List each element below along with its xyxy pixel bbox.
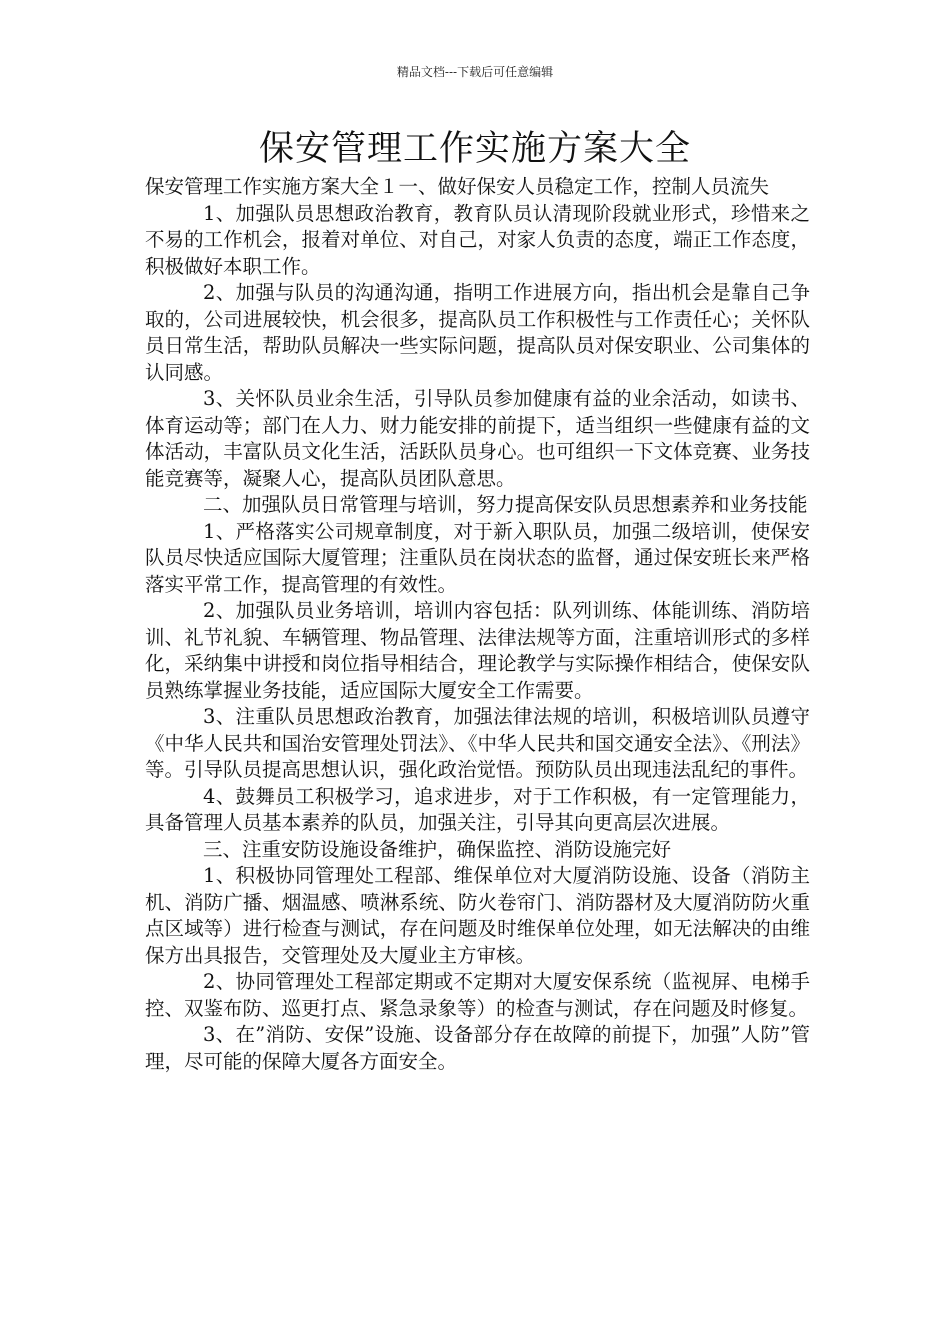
body-paragraph: 3、在”消防、安保”设施、设备部分存在故障的前提下，加强”人防”管理，尽可能的保障大厦各方面安全。 (145, 1023, 810, 1073)
body-paragraph: 1、严格落实公司规章制度，对于新入职队员，加强二级培训，使保安队员尽快适应国际大厦管理；注重队员在岗状态的监督，通过保安班长来严格落实平常工作，提高管理的有效性。 (145, 519, 810, 596)
body-paragraph: 1、积极协同管理处工程部、维保单位对大厦消防设施、设备（消防主机、消防广播、烟温感、喷淋系统、防火卷帘门、消防器材及大厦消防防火重点区域等）进行检查与测试，存在问题及时维保单位处理，如无法解决的由维保方出具报告，交管理处及大厦业主方审核。 (145, 864, 810, 967)
document-title: 保安管理工作实施方案大全 (258, 129, 691, 169)
document-body (145, 174, 810, 1075)
body-paragraph: 3、注重队员思想政治教育，加强法律法规的培训，积极培训队员遵守《中华人民共和国治安管理处罚法》、《中华人民共和国交通安全法》、《刑法》等。引导队员提高思想认识，强化政治觉悟。预防队员出现违法乱纪的事件。 (145, 705, 810, 781)
body-paragraph: 1、加强队员思想政治教育，教育队员认清现阶段就业形式，珍惜来之不易的工作机会，报着对单位、对自己，对家人负责的态度，端正工作态度，积极做好本职工作。 (145, 201, 810, 278)
section-heading: 二、加强队员日常管理与培训，努力提高保安队员思想素养和业务技能 (203, 493, 808, 516)
body-paragraph: 2、协同管理处工程部定期或不定期对大厦安保系统（监视屏、电梯手控、双鉴布防、巡更打点、紧急录象等）的检查与测试，存在问题及时修复。 (145, 970, 810, 1020)
body-paragraph: 4、鼓舞员工积极学习，追求进步，对于工作积极，有一定管理能力，具备管理人员基本素养的队员，加强关注，引导其向更高层次进展。 (145, 784, 810, 834)
section-heading: 三、注重安防设施设备维护，确保监控、消防设施完好 (203, 837, 672, 861)
header-note: 精品文档---下载后可任意编辑 (396, 65, 554, 79)
body-paragraph: 3、关怀队员业余生活，引导队员参加健康有益的业余活动，如读书、体育运动等；部门在人力、财力能安排的前提下，适当组织一些健康有益的文体活动，丰富队员文化生活，活跃队员身心。也可组织一下文体竞赛、业务技能竞赛等，凝聚人心，提高队员团队意思。 (145, 387, 810, 490)
body-paragraph: 2、加强队员业务培训，培训内容包括：队列训练、体能训练、消防培训、礼节礼貌、车辆管理、物品管理、法律法规等方面，注重培训形式的多样化，采纳集中讲授和岗位指导相结合，理论教学与实际操作相结合，使保安队员熟练掌握业务技能，适应国际大厦安全工作需要。 (145, 599, 810, 702)
body-paragraph: 2、加强与队员的沟通沟通，指明工作进展方向，指出机会是靠自己争取的，公司进展较快，机会很多，提高队员工作积极性与工作责任心；关怀队员日常生活，帮助队员解决一些实际问题，提高队员对保安职业、公司集体的认同感。 (145, 281, 810, 384)
intro-paragraph: 保安管理工作实施方案大全１一、做好保安人员稳定工作，控制人员流失 (145, 175, 770, 198)
